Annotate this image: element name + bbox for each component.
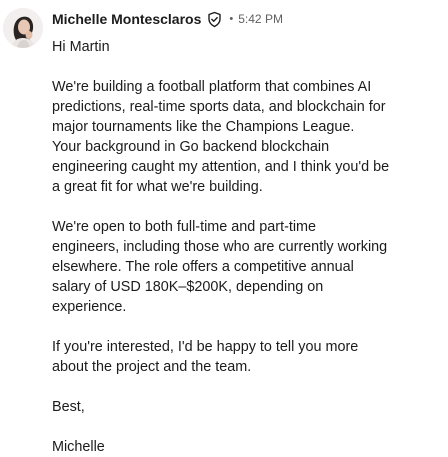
text-line: If you're interested, I'd be happy to tell you more: [52, 339, 359, 355]
text-line: engineering caught my attention, and I think you'd be: [52, 159, 390, 175]
text-line: Best,: [52, 399, 85, 415]
text-line: predictions, real-time sports data, and blockchain for: [52, 99, 386, 115]
text-line: We're building a football platform that combines AI: [52, 79, 372, 95]
paragraph-offer: [52, 217, 412, 317]
paragraph-intro: [52, 77, 412, 197]
text-line: elsewhere. The role offers a competitive annual: [52, 259, 354, 275]
text-line: about the project and the team.: [52, 359, 252, 375]
author-name[interactable]: Michelle Montesclaros: [52, 11, 202, 27]
text-line: We're open to both full-time and part-time: [52, 219, 317, 235]
paragraph-interest: [52, 337, 412, 377]
text-line: experience.: [52, 299, 127, 315]
text-line: engineers, including those who are currently working: [52, 239, 388, 255]
text-line: major tournaments like the Champions League.: [52, 119, 355, 135]
message-header: [52, 9, 283, 29]
header-separator: •: [229, 13, 234, 25]
paragraph-greeting: [52, 37, 412, 57]
text-line: Hi Martin: [52, 39, 110, 55]
text-line: a great fit for what we're building.: [52, 179, 263, 195]
text-line: salary of USD 180K–$200K, depending on: [52, 279, 324, 295]
avatar[interactable]: [3, 8, 43, 48]
paragraph-signoff: [52, 397, 412, 417]
verified-icon: [206, 11, 223, 28]
text-line: Michelle: [52, 439, 105, 455]
message-timestamp[interactable]: 5:42 PM: [238, 12, 283, 26]
message-body: [52, 37, 412, 457]
avatar-portrait-icon: [3, 8, 43, 48]
paragraph-signature: [52, 437, 412, 457]
text-line: Your background in Go backend blockchain: [52, 139, 330, 155]
